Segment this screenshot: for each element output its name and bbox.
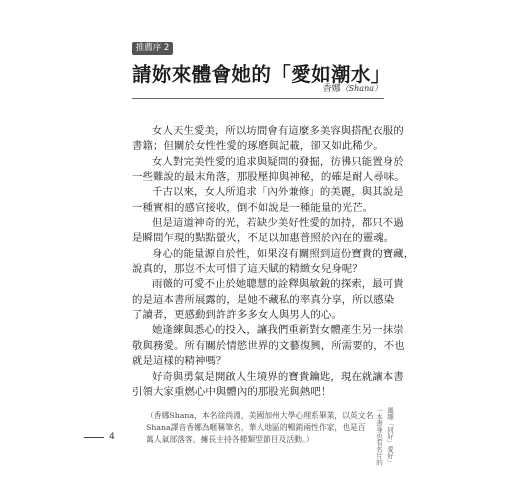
side-vertical-text: 一本書身也有名片的 bbox=[375, 407, 383, 466]
body-line: 引領大家重燃心中與體內的那股光與熱吧！ bbox=[132, 385, 332, 398]
body-line: 說真的，那豈不太可惜了這天賦的精緻女兒身呢？ bbox=[132, 263, 363, 276]
page-number: 4 bbox=[109, 432, 115, 442]
title-divider bbox=[132, 98, 384, 99]
note-line: 萬人氣部落客，擁長主持各種類型節目及活動。） bbox=[146, 435, 314, 444]
page-title: 請妳來體會她的「愛如潮水」 bbox=[132, 63, 391, 86]
body-line: 是瞬間乍現的點點螢火，不足以加惠普照於內在的靈魂。 bbox=[132, 232, 395, 245]
body-line: 女人對完美性愛的追求與疑問的發掘，彷彿只能置身於 bbox=[152, 155, 404, 168]
body-line: 了讀者，更感動到許許多多女人與男人的心。 bbox=[132, 309, 342, 322]
author-note bbox=[146, 410, 374, 446]
preface-badge: 推薦序 2 bbox=[132, 42, 173, 55]
body-line: 千古以來，女人所追求「內外兼修」的美麗，與其說是 bbox=[152, 186, 404, 199]
body-line: 書籍；但關於女性性愛的琢磨與記載，卻又如此稀少。 bbox=[132, 140, 384, 153]
footer-rule bbox=[84, 437, 104, 438]
author-signature: （Shana） bbox=[340, 84, 382, 93]
body-line: 好奇與勇氣是開啟人生境界的寶貴鑰匙，現在就讓本書 bbox=[152, 370, 404, 383]
body-line: 但是這道神奇的光，若缺少美好性愛的加持，都只不過 bbox=[152, 217, 404, 230]
author-byline bbox=[323, 81, 382, 94]
body-text bbox=[132, 124, 415, 400]
body-line: 一些難說的最末角落，那股壓抑與神秘，的確是耐人尋味。 bbox=[132, 171, 405, 184]
side-vertical-text: 風趣「同好」愛好」 bbox=[386, 407, 394, 466]
note-line: （香娜Shana，本名徐尚淵，美國加州大學心理系畢業，以英文名 bbox=[146, 411, 374, 420]
author-name: 香娜 bbox=[322, 84, 341, 94]
body-line: 一種實相的感官接收，倒不如說是一種能量的光芒。 bbox=[132, 201, 374, 214]
body-line: 她逢練與悉心的投入，讓我們重新對女體產生另一抹崇 bbox=[152, 324, 404, 337]
body-line: 的是這本書所展露的，是她不藏私的率真分享，所以感染 bbox=[132, 293, 395, 306]
body-line: 身心的能量源自於性，如果沒有關照到這份寶貴的寶藏， bbox=[152, 247, 415, 260]
body-line: 就是這樣的精神嗎？ bbox=[132, 355, 227, 368]
body-line: 雨薇的可愛不止於她聰慧的詮釋與敏銳的探索，最可貴 bbox=[152, 278, 404, 291]
body-line: 女人天生愛美，所以坊間會有這麼多美容與搭配衣服的 bbox=[152, 125, 404, 137]
note-line: Shana譯音香娜為暱稱筆名，華人地區的暢銷兩性作家，也是百 bbox=[146, 423, 366, 432]
body-line: 敬與務愛。所有關於情慾世界的文藝復興，所需要的，不也 bbox=[132, 339, 405, 352]
